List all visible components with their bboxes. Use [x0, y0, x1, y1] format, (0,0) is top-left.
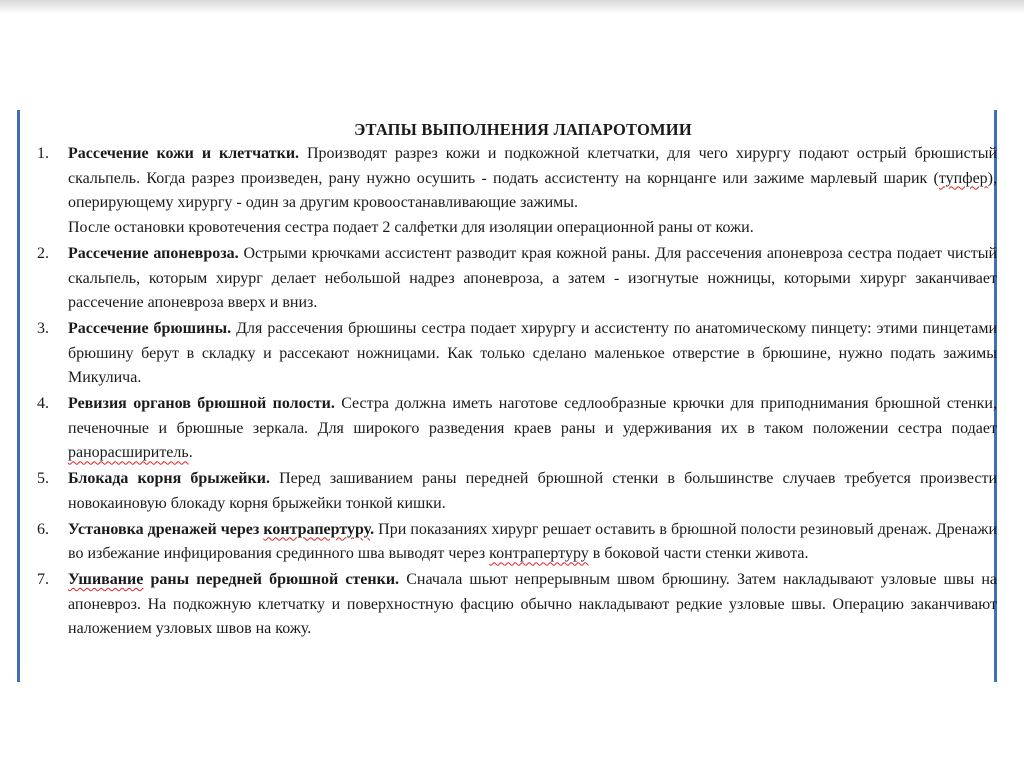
step-4 [37, 392, 997, 466]
step-note: После остановки кровотечения сестра подает 2 салфетки для изоляции операционной раны от кожи. [68, 219, 754, 237]
steps-list [37, 142, 997, 642]
left-border-line [17, 110, 20, 682]
step-heading: Рассечение апоневроза. [68, 244, 239, 262]
spellcheck-word: тупфер [938, 169, 988, 187]
step-text: Сначала шьют непрерывным швом брюшину. Затем накладывают узловые швы на апоневроз. На подкожную клетчатку и поверхностную фасцию обычно накладывают редкие узловые швы. Операцию заканчивают наложением узловых швов на кожу. [68, 570, 998, 638]
step-number: 1. [37, 145, 49, 162]
step-1 [37, 142, 997, 241]
step-6 [37, 518, 997, 567]
heading-text: раны передней брюшной стенки. [143, 570, 400, 588]
step-text: . [188, 444, 193, 462]
top-shadow [0, 0, 1024, 14]
step-heading: Блокада корня брыжейки. [68, 470, 270, 488]
step-heading: Рассечение брюшины. [68, 319, 232, 337]
heading-text: . [370, 520, 375, 538]
step-text: Для рассечения брюшины сестра подает хирургу и ассистенту по анатомическому пинцету: этими пинцетами брюшину берут в складку и рассекают ножницами. Как только сделано маленькое отверстие в брюшине, нужно подать зажимы Микулича. [68, 319, 998, 387]
step-text: Острыми крючками ассистент разводит края кожной раны. Для рассечения апоневроза сестра подает чистый скальпель, которым хирург делает небольшой надрез апоневроза, а затем - изогнутые ножницы, которыми хирург заканчивает рассечение апоневроза вверх и вниз. [68, 244, 998, 312]
step-heading [68, 521, 374, 538]
spellcheck-word: контрапертуру [489, 545, 589, 563]
document-content [37, 120, 997, 643]
step-text: Перед зашиванием раны передней брюшной стенки в большинстве случаев требуется произвести новокаиновую блокаду корня брыжейки тонкой кишки. [68, 470, 998, 512]
step-text: При показаниях хирург решает оставить в брюшной полости резиновый дренаж. Дренажи во избежание инфицирования срединного шва выводят через [68, 520, 998, 563]
step-heading: Рассечение кожи и клетчатки. [68, 145, 300, 162]
step-number: 5. [37, 470, 49, 488]
step-number: 3. [37, 319, 49, 337]
step-heading: Ревизия органов брюшной полости. [68, 395, 335, 413]
document-title: ЭТАПЫ ВЫПОЛНЕНИЯ ЛАПАРОТОМИИ [354, 120, 692, 139]
step-number: 7. [37, 570, 49, 588]
step-text: ), оперирующему хирургу - один за другим кровоостанавливающие зажимы. [68, 169, 997, 212]
spellcheck-word: Ушивание [68, 570, 144, 588]
step-5 [37, 467, 997, 516]
step-number: 4. [37, 395, 49, 413]
heading-text: Установка дренажей через [68, 520, 264, 538]
step-7 [37, 568, 997, 642]
step-2 [37, 242, 997, 316]
step-heading [68, 571, 399, 588]
step-text: в боковой части стенки живота. [588, 545, 809, 563]
step-3 [37, 317, 997, 391]
step-number: 2. [37, 244, 49, 262]
step-text: Производят разрез кожи и подкожной клетчатки, для чего хирургу подают острый брюшистый скальпель. Когда разрез произведен, рану нужно осушить - подать ассистенту на корнцанге или зажиме марлевый шарик ( [68, 145, 998, 187]
spellcheck-word: ранорасширитель [68, 444, 189, 462]
step-text: Сестра должна иметь наготове седлообразные крючки для приподнимания брюшной стенки, печеночные и брюшные зеркала. Для широкого разведения краев раны и удерживания их в таком положении сестра подает [68, 395, 997, 437]
step-number: 6. [37, 520, 49, 538]
document-page [17, 110, 997, 682]
spellcheck-word: контрапертуру [263, 520, 371, 538]
